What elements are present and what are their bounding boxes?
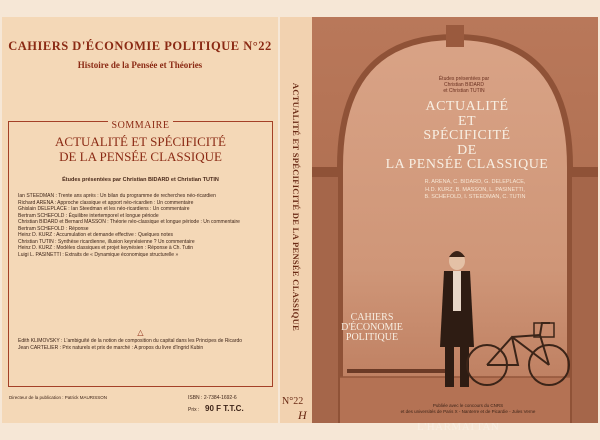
series-title: CAHIERS D'ÉCONOMIE POLITIQUE N°22	[8, 39, 272, 53]
front-title-line: ET	[457, 113, 477, 129]
toc-entry: Richard ARENA : Approche classique et apport néo-ricardien : Un commentaire	[18, 199, 194, 206]
series-line: POLITIQUE	[345, 332, 399, 343]
series-line: D'ÉCONOMIE	[341, 322, 403, 333]
price-label: Prix :	[188, 407, 200, 413]
isbn: ISBN : 2-7384-1692-6	[188, 395, 237, 401]
back-title	[9, 134, 272, 164]
support-line: Publiée avec le concours du CNRS	[432, 403, 504, 408]
front-support-note	[358, 403, 578, 414]
etudes-credit: Études présentées par Christian BIDARD et Christian TUTIN	[62, 177, 219, 183]
author-line: R. ARENA, C. BIDARD, G. DELEPLACE,	[424, 179, 526, 185]
toc-entry: Heinz D. KURZ : Accumulation et demande effective : Quelques notes	[18, 232, 173, 238]
table-of-contents	[18, 193, 264, 258]
table-of-contents-extra	[18, 338, 264, 352]
sommaire-box	[8, 121, 273, 387]
toc-entry: Ghislain DELEPLACE : Ian Steedman et les néo-ricardiens : Un commentaire	[18, 206, 190, 212]
spine-title: ACTUALITÉ ET SPÉCIFICITÉ DE LA PENSÉE CLASSIQUE	[291, 82, 301, 332]
author-line: B. SCHEFOLD, I. STEEDMAN, C. TUTIN	[424, 194, 526, 200]
front-title-line: SPÉCIFICITÉ	[423, 128, 511, 143]
spine	[280, 17, 312, 423]
back-title-line1: ACTUALITÉ ET SPÉCIFICITÉ	[55, 134, 226, 149]
sommaire-heading	[9, 115, 272, 133]
price-value: 90 F T.T.C.	[205, 404, 244, 413]
front-title-line: DE	[457, 142, 477, 158]
toc-entry: Christian BIDARD et Bernard MASSON : Théorie néo-classique et longue période : Un commentaire	[18, 219, 240, 225]
toc-entry: Jean CARTELIER : Prix naturels et prix de marché : A propos du livre d'Ingrid Kubin	[18, 345, 204, 351]
front-etudes-line: Christian BIDARD	[443, 82, 484, 88]
spine-issue-number: N°22	[282, 396, 304, 407]
sommaire-label: SOMMAIRE	[108, 120, 174, 131]
toc-entry: Heinz D. KURZ : Modèles classiques et projet keynésien : Réponse à Ch. Tutin	[18, 245, 194, 251]
publication-director: Directeur de la publication : Patrick MAURISSON	[9, 395, 108, 400]
toc-entry: Bertram SCHEFOLD : Réponse	[18, 225, 89, 232]
front-title-line: LA PENSÉE CLASSIQUE	[385, 157, 549, 172]
front-title	[372, 100, 562, 173]
front-etudes-line: et Christian TUTIN	[443, 88, 485, 94]
front-authors	[400, 179, 550, 202]
toc-entry: Luigi L. PASINETTI : Extraits de « Dynamique économique structurelle »	[18, 251, 179, 258]
front-title-line: ACTUALITÉ	[425, 99, 509, 114]
front-etudes-line: Études présentées par	[438, 76, 490, 82]
back-cover	[2, 17, 278, 423]
author-line: H.D. KURZ, B. MASSON, L. PASINETTI,	[425, 186, 525, 193]
front-etudes-credit	[424, 76, 504, 94]
back-title-line2: DE LA PENSÉE CLASSIQUE	[59, 149, 222, 164]
toc-entry: Christian TUTIN : Synthèse ricardienne, illusion keynésienne ? Un commentaire	[18, 238, 195, 245]
front-series-name	[327, 313, 417, 343]
publisher-name: L'HARMATTAN	[417, 421, 500, 433]
toc-entry: Ian STEEDMAN : Trente ans après : Un bilan du programme de recherches néo-ricardien	[18, 193, 216, 199]
front-text-layer	[312, 17, 598, 433]
toc-divider-mark: △	[137, 328, 144, 337]
series-subtitle: Histoire de la Pensée et Théories	[77, 60, 203, 70]
toc-entry: Bertram SCHEFOLD : Équilibre intertemporel et longue période	[18, 212, 159, 219]
front-cover	[312, 17, 598, 433]
toc-entry: Edith KLIMOVSKY : L'ambiguïté de la notion de composition du capital dans les Principes de Ricardo	[18, 338, 243, 344]
series-line: CAHIERS	[350, 312, 394, 323]
publisher-logo-icon: H	[298, 408, 307, 422]
support-line: et des universités de Paris X - Nanterre et de Picardie - Jules Verne	[400, 408, 536, 414]
